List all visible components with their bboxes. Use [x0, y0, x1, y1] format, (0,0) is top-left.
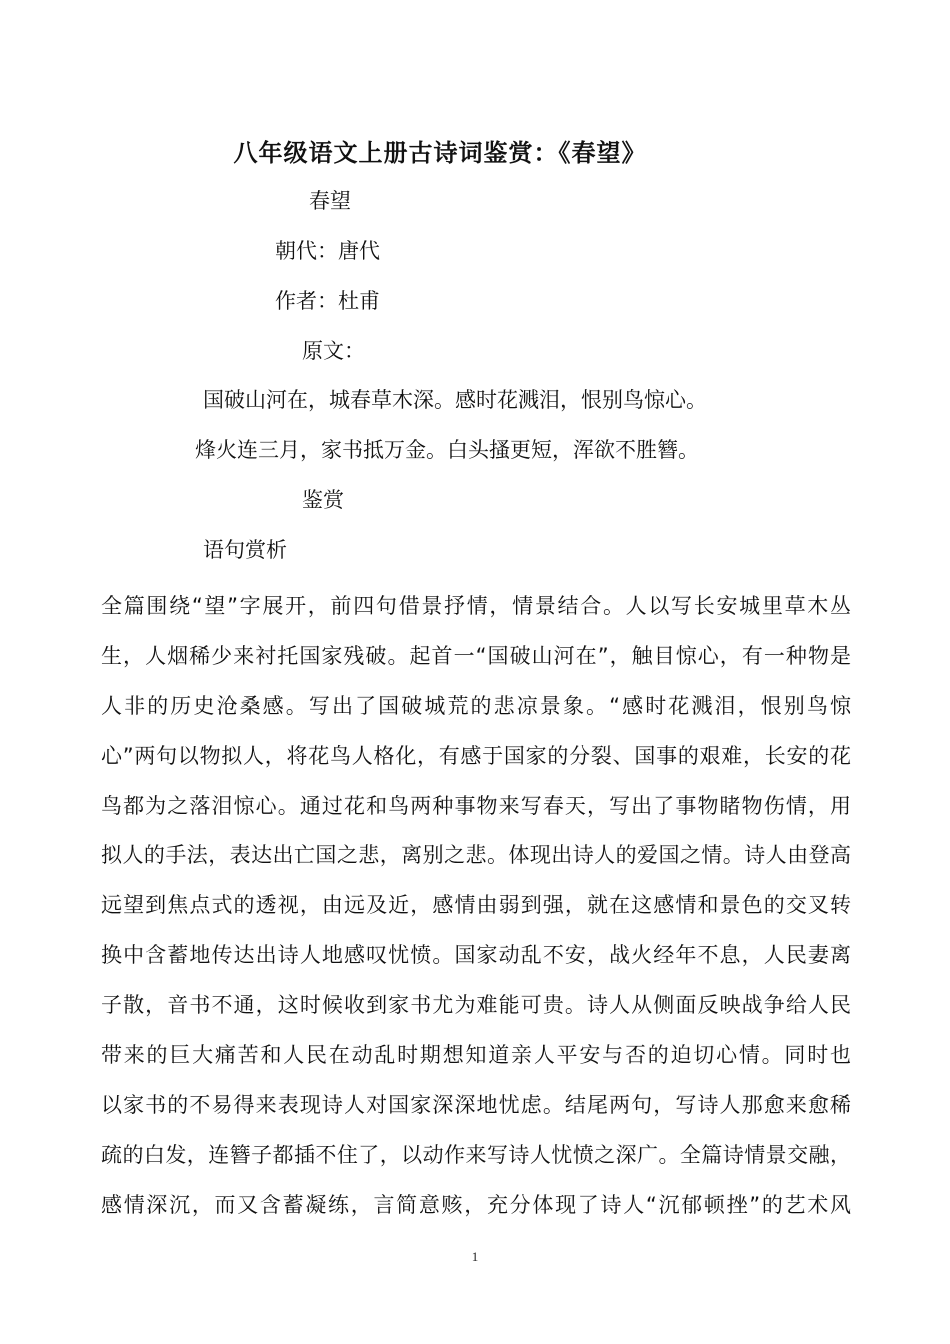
- body-line: 人非的历史沧桑感。写出了国破城荒的悲凉景象。“感时花溅泪，恨别鸟惊: [101, 693, 851, 718]
- body-line: 感情深沉，而又含蓄凝练，言简意赅，充分体现了诗人“沉郁顿挫”的艺术风: [101, 1192, 851, 1217]
- page-number: 1: [471, 1249, 479, 1264]
- body-line: 拟人的手法，表达出亡国之悲，离别之悲。体现出诗人的爱国之情。诗人由登高: [101, 843, 851, 868]
- body-line: 疏的白发，连簪子都插不住了，以动作来写诗人忧愤之深广。全篇诗情景交融，: [101, 1142, 851, 1167]
- body-line: 心”两句以物拟人，将花鸟人格化，有感于国家的分裂、国事的艰难，长安的花: [101, 743, 851, 768]
- body-line: 以家书的不易得来表现诗人对国家深深地忧虑。结尾两句，写诗人那愈来愈稀: [101, 1092, 851, 1117]
- analysis-body: [101, 582, 851, 1231]
- body-line: 全篇围绕“望”字展开，前四句借景抒情，情景结合。人以写长安城里草木丛: [101, 594, 851, 618]
- body-line: 远望到焦点式的透视，由远及近，感情由弱到强，就在这感情和景色的交叉转: [101, 893, 851, 918]
- body-line: 生，人烟稀少来衬托国家残破。起首一“国破山河在”，触目惊心，有一种物是: [101, 643, 851, 668]
- appreciation-heading: 鉴赏: [302, 488, 344, 512]
- body-line: 带来的巨大痛苦和人民在动乱时期想知道亲人平安与否的迫切心情。同时也: [101, 1043, 851, 1068]
- body-line: 鸟都为之落泪惊心。通过花和鸟两种事物来写春天，写出了事物睹物伤情，用: [101, 793, 851, 818]
- poem-title: 春望: [309, 189, 351, 213]
- original-label: 原文：: [302, 339, 365, 363]
- author-line: 作者：杜甫: [275, 289, 380, 313]
- poem-verse-1: 国破山河在，城春草木深。感时花溅泪，恨别鸟惊心。: [203, 388, 707, 412]
- body-line: 换中含蓄地传达出诗人地感叹忧愤。国家动乱不安，战火经年不息，人民妻离: [101, 943, 851, 968]
- dynasty-line: 朝代：唐代: [275, 239, 380, 263]
- analysis-heading: 语句赏析: [203, 538, 287, 562]
- document-title: 八年级语文上册古诗词鉴赏：《春望》: [233, 139, 647, 167]
- poem-verse-2: 烽火连三月，家书抵万金。白头搔更短，浑欲不胜簪。: [195, 438, 699, 462]
- body-line: 子散，音书不通，这时候收到家书尤为难能可贵。诗人从侧面反映战争给人民: [101, 993, 851, 1018]
